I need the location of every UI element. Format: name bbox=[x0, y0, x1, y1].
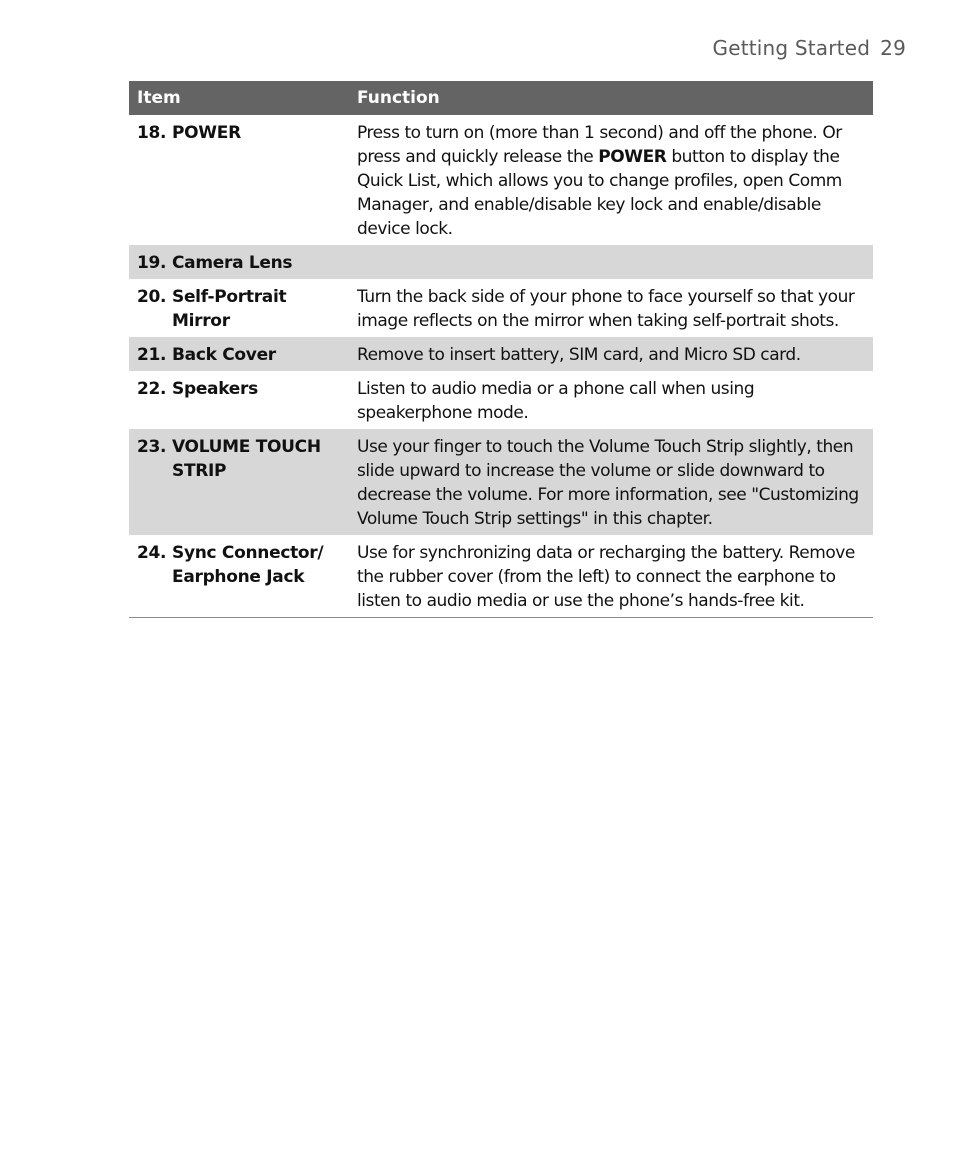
function-bold-term: POWER bbox=[598, 147, 667, 167]
item-cell bbox=[129, 245, 343, 279]
function-cell bbox=[343, 245, 873, 279]
page-number: 29 bbox=[880, 36, 906, 60]
item-name: POWER bbox=[172, 123, 241, 143]
function-cell: Remove to insert battery, SIM card, and Micro SD card. bbox=[343, 337, 873, 371]
item-number: 24. bbox=[137, 543, 167, 563]
item-cell bbox=[129, 535, 343, 618]
function-cell: Use for synchronizing data or recharging the battery. Remove the rubber cover (from the left) to connect the earphone to listen to audio media or use the phone’s hands-free kit. bbox=[343, 535, 873, 618]
item-cell bbox=[129, 115, 343, 245]
function-cell: Use your finger to touch the Volume Touch Strip slightly, then slide upward to increase the volume or slide downward to decrease the volume. For more information, see "Customizing Volume Touch Strip settings" in this chapter. bbox=[343, 429, 873, 535]
column-header-item: Item bbox=[129, 81, 343, 115]
item-number: 18. bbox=[137, 123, 167, 143]
table-row bbox=[129, 115, 873, 245]
function-cell bbox=[343, 115, 873, 245]
table-row bbox=[129, 535, 873, 618]
item-name: Sync Connector/ Earphone Jack bbox=[172, 543, 324, 587]
function-cell: Listen to audio media or a phone call when using speakerphone mode. bbox=[357, 379, 755, 423]
item-name: Back Cover bbox=[172, 345, 276, 365]
function-cell: Turn the back side of your phone to face yourself so that your image reflects on the mirror when taking self-portrait shots. bbox=[357, 287, 855, 331]
item-cell bbox=[129, 429, 343, 535]
table-row bbox=[129, 371, 873, 429]
item-number: 23. bbox=[137, 437, 167, 457]
item-cell bbox=[129, 279, 343, 337]
item-name: VOLUME TOUCH STRIP bbox=[172, 437, 321, 481]
item-function-table bbox=[129, 81, 873, 618]
item-number: 21. bbox=[137, 345, 167, 365]
item-number: 20. bbox=[137, 287, 167, 307]
item-cell bbox=[129, 337, 343, 371]
function-text: button to display the Quick List, which allows you to change profiles, open Comm Manager, and enable/disable key lock and enable/disable device lock. bbox=[357, 147, 842, 239]
table-row bbox=[129, 279, 873, 337]
item-cell bbox=[129, 371, 343, 429]
running-header bbox=[713, 36, 907, 60]
item-name: Self-Portrait Mirror bbox=[172, 287, 287, 331]
table-row bbox=[129, 245, 873, 279]
item-name: Speakers bbox=[172, 379, 258, 399]
item-number: 19. bbox=[137, 253, 167, 273]
table-header-row bbox=[129, 81, 873, 115]
item-name: Camera Lens bbox=[172, 253, 293, 273]
item-number: 22. bbox=[137, 379, 167, 399]
column-header-function: Function bbox=[343, 81, 873, 115]
table-row bbox=[129, 337, 873, 371]
table-row bbox=[129, 429, 873, 535]
function-text: Press to turn on (more than 1 second) and off the phone. Or press and quickly release the bbox=[357, 123, 842, 167]
section-title: Getting Started bbox=[712, 36, 871, 60]
